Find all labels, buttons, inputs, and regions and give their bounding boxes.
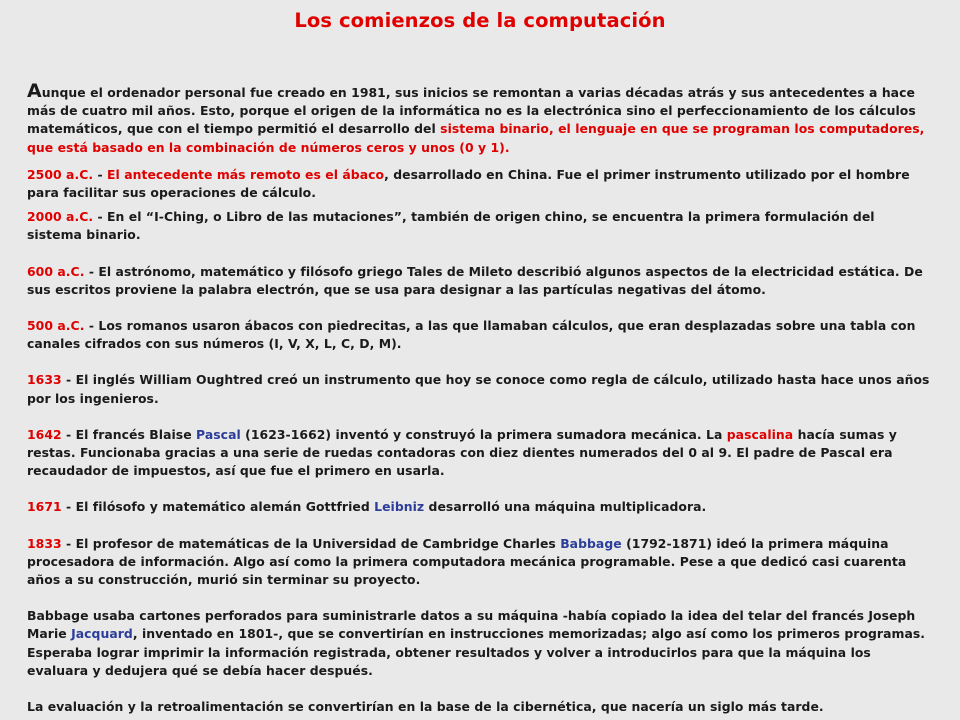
- entry-text: - El filósofo y matemático alemán Gottfried: [61, 499, 375, 515]
- entry-date: 2000 a.C.: [27, 209, 94, 225]
- article-body: [27, 82, 932, 716]
- entry-text: - El inglés William Oughtred creó un instrumento que hoy se conoce como regla de cálculo, utilizado hasta hace unos años por los ingenieros.: [27, 372, 930, 406]
- intro-highlight: sistema binario, el lenguaje en que se programan los computadores, que está basado en la combinación de números ceros y unos (0 y 1).: [27, 121, 925, 155]
- jacquard-name: Jacquard: [71, 626, 133, 642]
- entry-date: 600 a.C.: [27, 263, 85, 279]
- entry-500: [27, 317, 932, 353]
- entry-date: 500 a.C.: [27, 318, 85, 334]
- entry-highlight: El antecedente más remoto es el ábaco: [107, 166, 385, 182]
- entry-device: pascalina: [726, 426, 794, 442]
- entry-name: Pascal: [196, 426, 241, 442]
- entry-text: desarrolló una máquina multiplicadora.: [424, 499, 707, 515]
- entry-text: - El profesor de matemáticas de la Universidad de Cambridge Charles: [61, 535, 561, 551]
- entry-2500: [27, 166, 932, 202]
- entry-2000: [27, 208, 932, 244]
- entry-1671: [27, 498, 932, 516]
- entry-text: - En el “I-Ching, o Libro de las mutaciones”, también de origen chino, se encuentra la primera formulación del sistema binario.: [27, 209, 875, 243]
- entry-date: 1642: [27, 426, 62, 442]
- babbage-text: Babbage usaba cartones perforados para suministrarle datos a su máquina -había copiado la idea del telar del francés Joseph Marie: [27, 608, 916, 642]
- entry-date: 1633: [27, 372, 62, 388]
- entry-text: - El astrónomo, matemático y filósofo griego Tales de Mileto describió algunos aspectos de la electricidad estática. De sus escritos proviene la palabra electrón, que se usa para designar a las partículas negativas del átomo.: [27, 263, 923, 297]
- entry-text: (1792-1871) ideó la primera máquina procesadora de información. Algo así como la primera computadora mecánica programable. Pese a que dedicó casi cuarenta años a su construcción, murió sin terminar su proyecto.: [27, 535, 907, 588]
- entry-separator: -: [93, 166, 108, 182]
- entry-date: 2500 a.C.: [27, 166, 94, 182]
- entry-1642: [27, 426, 932, 481]
- entry-text: , desarrollado en China. Fue el primer instrumento utilizado por el hombre para facilitar sus operaciones de cálculo.: [27, 166, 910, 201]
- closing-text: La evaluación y la retroalimentación se convertirían en la base de la cibernética, que nacería un siglo más tarde.: [27, 699, 824, 715]
- intro-initial: A: [27, 80, 42, 102]
- entry-name: Babbage: [560, 535, 622, 551]
- entry-text: hacía sumas y restas. Funcionaba gracias a una serie de ruedas contadoras con diez dientes numerados del 0 al 9. El padre de Pascal era recaudador de impuestos, así que fue el primero en usarla.: [27, 426, 897, 479]
- entry-text: - El francés Blaise: [61, 426, 197, 442]
- intro-text: unque el ordenador personal fue creado en 1981, sus inicios se remontan a varias décadas atrás y sus antecedentes a hace más de cuatro mil años. Esto, porque el origen de la informática no es la electrónica sino el perfeccionamiento de los cálculos matemáticos, que con el tiempo permitió el desarrollo del: [27, 85, 916, 137]
- page-title: Los comienzos de la computación: [294, 9, 666, 32]
- entry-text: - Los romanos usaron ábacos con piedrecitas, a las que llamaban cálculos, que eran desplazadas sobre una tabla con canales cifrados con sus números (I, V, X, L, C, D, M).: [27, 318, 916, 352]
- entry-1633: [27, 371, 932, 407]
- entry-date: 1833: [27, 535, 62, 551]
- entry-1833: [27, 535, 932, 590]
- entry-name: Leibniz: [374, 499, 425, 515]
- entry-600: [27, 263, 932, 299]
- babbage-paragraph: [27, 607, 932, 680]
- intro-paragraph: [27, 82, 932, 157]
- babbage-text: , inventado en 1801-, que se convertirían en instrucciones memorizadas; algo así como los primeros programas. Esperaba lograr imprimir la información registrada, obtener resultados y volver a introducirlos para que la máquina los evaluara y dedujera qué se debía hacer después.: [27, 626, 926, 678]
- closing-paragraph: [27, 698, 932, 716]
- entry-date: 1671: [27, 499, 62, 515]
- entry-text: (1623-1662) inventó y construyó la primera sumadora mecánica. La: [240, 426, 727, 442]
